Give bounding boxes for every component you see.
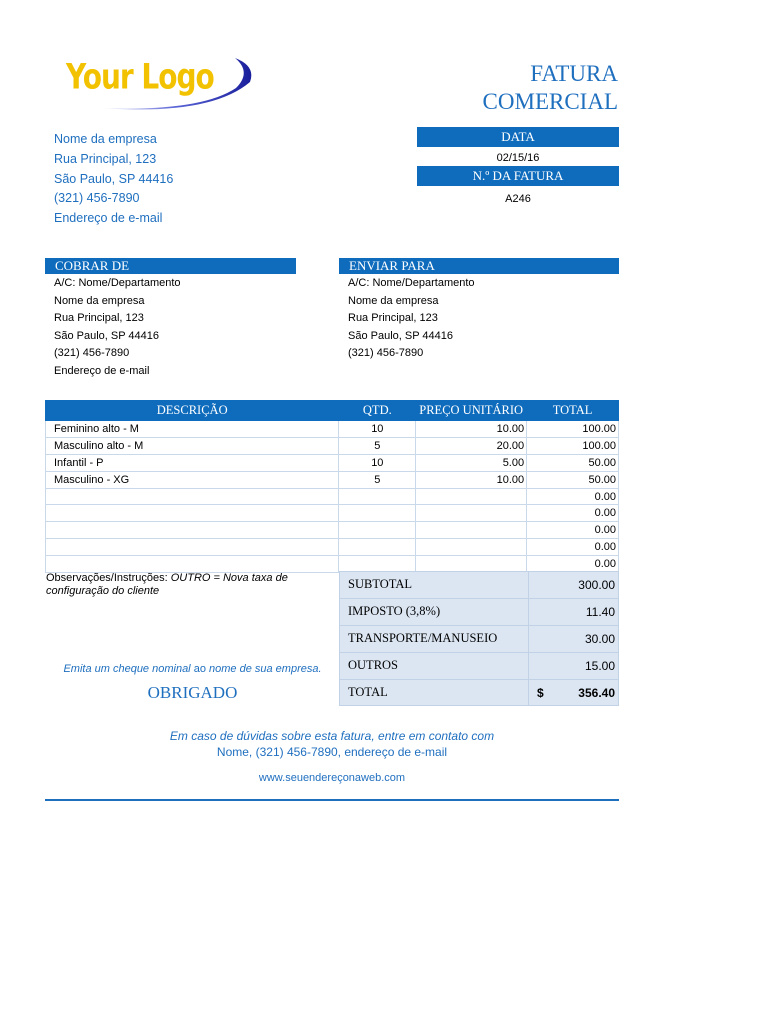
item-description: Masculino alto - M [46,437,339,454]
invoice-number-value: A246 [505,193,531,205]
table-row [46,471,619,488]
table-row [46,437,619,454]
table-row [46,539,619,556]
item-unit-price [416,522,527,539]
item-total: 0.00 [527,505,619,522]
totals-table [339,571,619,706]
subtotal-row [340,572,619,599]
items-table [45,400,619,573]
item-qty [339,539,416,556]
ship-to-address [348,275,475,363]
items-header-row [46,401,619,421]
tax-value: 11.40 [529,598,619,625]
col-header-unit-price: PREÇO UNITÁRIO [416,401,527,421]
bill-to-line: São Paulo, SP 44416 [54,329,159,342]
shipping-value: 30.00 [529,625,619,652]
cheque-instruction-start: Emita um cheque nominal [63,663,191,675]
item-unit-price: 20.00 [416,437,527,454]
item-total: 0.00 [527,522,619,539]
ship-to-line: (321) 456-7890 [348,347,424,360]
company-phone: (321) 456-7890 [54,191,140,206]
item-qty [339,556,416,573]
col-header-description: DESCRIÇÃO [46,401,339,421]
bill-to-line: Rua Principal, 123 [54,312,144,325]
item-qty [339,488,416,505]
table-row [46,522,619,539]
invoice-number-label: N.º DA FATURA [417,166,619,186]
other-row [340,652,619,679]
website-link[interactable]: www.seuendereçonaweb.com [258,772,406,784]
subtotal-value: 300.00 [529,572,619,599]
item-total: 100.00 [527,437,619,454]
item-qty: 10 [339,454,416,471]
currency-symbol: $ [537,685,544,700]
item-total: 50.00 [527,454,619,471]
item-unit-price: 5.00 [416,454,527,471]
item-qty: 5 [339,437,416,454]
footer-line-2: Nome, (321) 456-7890, endereço de e-mail [216,745,448,759]
bill-to-address [54,275,181,381]
other-value: 15.00 [529,652,619,679]
date-label: DATA [417,127,619,147]
ship-to-line: Rua Principal, 123 [348,312,438,325]
item-description [46,556,339,573]
company-logo [60,52,260,112]
notes-text: OUTRO = Nova taxa de configuração do cliente [46,572,288,597]
item-qty [339,505,416,522]
item-total: 50.00 [527,471,619,488]
item-unit-price [416,539,527,556]
item-description: Masculino - XG [46,471,339,488]
logo-text: Your Logo [66,56,214,98]
footer-contact [45,728,619,760]
footer-divider [45,799,619,801]
item-unit-price: 10.00 [416,421,527,438]
bill-to-line: (321) 456-7890 [54,347,130,360]
item-unit-price [416,556,527,573]
item-description [46,539,339,556]
total-cell [529,679,619,706]
col-header-qty: QTD. [339,401,416,421]
item-description [46,522,339,539]
item-qty: 10 [339,421,416,438]
shipping-row [340,625,619,652]
footer-line-1: Em caso de dúvidas sobre esta fatura, entre em contato com [169,729,495,743]
cheque-instruction-end: nome de sua empresa. [209,663,322,675]
item-total: 100.00 [527,421,619,438]
item-qty [339,522,416,539]
ship-to-header: ENVIAR PARA [339,258,619,274]
item-unit-price [416,488,527,505]
item-unit-price [416,505,527,522]
table-row [46,454,619,471]
ship-to-line: São Paulo, SP 44416 [348,329,453,342]
table-row [46,556,619,573]
table-row [46,421,619,438]
bill-to-line: Endereço de e-mail [54,364,150,377]
cheque-instruction-mid: ao [193,663,206,675]
table-row [46,488,619,505]
item-description: Infantil - P [46,454,339,471]
ship-to-line: A/C: Nome/Departamento [348,277,475,289]
total-value: 356.40 [578,685,615,700]
other-label: OUTROS [340,652,529,679]
thank-you-text: OBRIGADO [147,683,238,702]
document-title [483,60,618,116]
bill-to-line: A/C: Nome/Departamento [54,277,181,289]
ship-to-line: Nome da empresa [348,294,439,307]
company-address [54,130,173,229]
date-value: 02/15/16 [496,152,540,164]
tax-row [340,598,619,625]
company-city: São Paulo, SP 44416 [54,171,174,186]
company-street: Rua Principal, 123 [54,151,157,166]
notes-label: Observações/Instruções: [46,572,168,584]
bill-to-header: COBRAR DE [45,258,296,274]
tax-label: IMPOSTO (3,8%) [340,598,529,625]
item-description: Feminino alto - M [46,421,339,438]
subtotal-label: SUBTOTAL [340,572,529,599]
item-total: 0.00 [527,539,619,556]
col-header-total: TOTAL [527,401,619,421]
company-email: Endereço de e-mail [54,211,163,226]
title-line-1: FATURA [530,61,618,86]
total-label: TOTAL [340,679,529,706]
cheque-instruction [50,663,335,675]
table-row [46,505,619,522]
item-description [46,488,339,505]
bill-to-line: Nome da empresa [54,294,145,307]
total-row [340,679,619,706]
item-unit-price: 10.00 [416,471,527,488]
item-description [46,505,339,522]
company-name: Nome da empresa [54,132,157,146]
item-qty: 5 [339,471,416,488]
notes [46,572,336,597]
shipping-label: TRANSPORTE/MANUSEIO [340,625,529,652]
item-total: 0.00 [527,556,619,573]
title-line-2: COMERCIAL [482,89,618,114]
item-total: 0.00 [527,488,619,505]
